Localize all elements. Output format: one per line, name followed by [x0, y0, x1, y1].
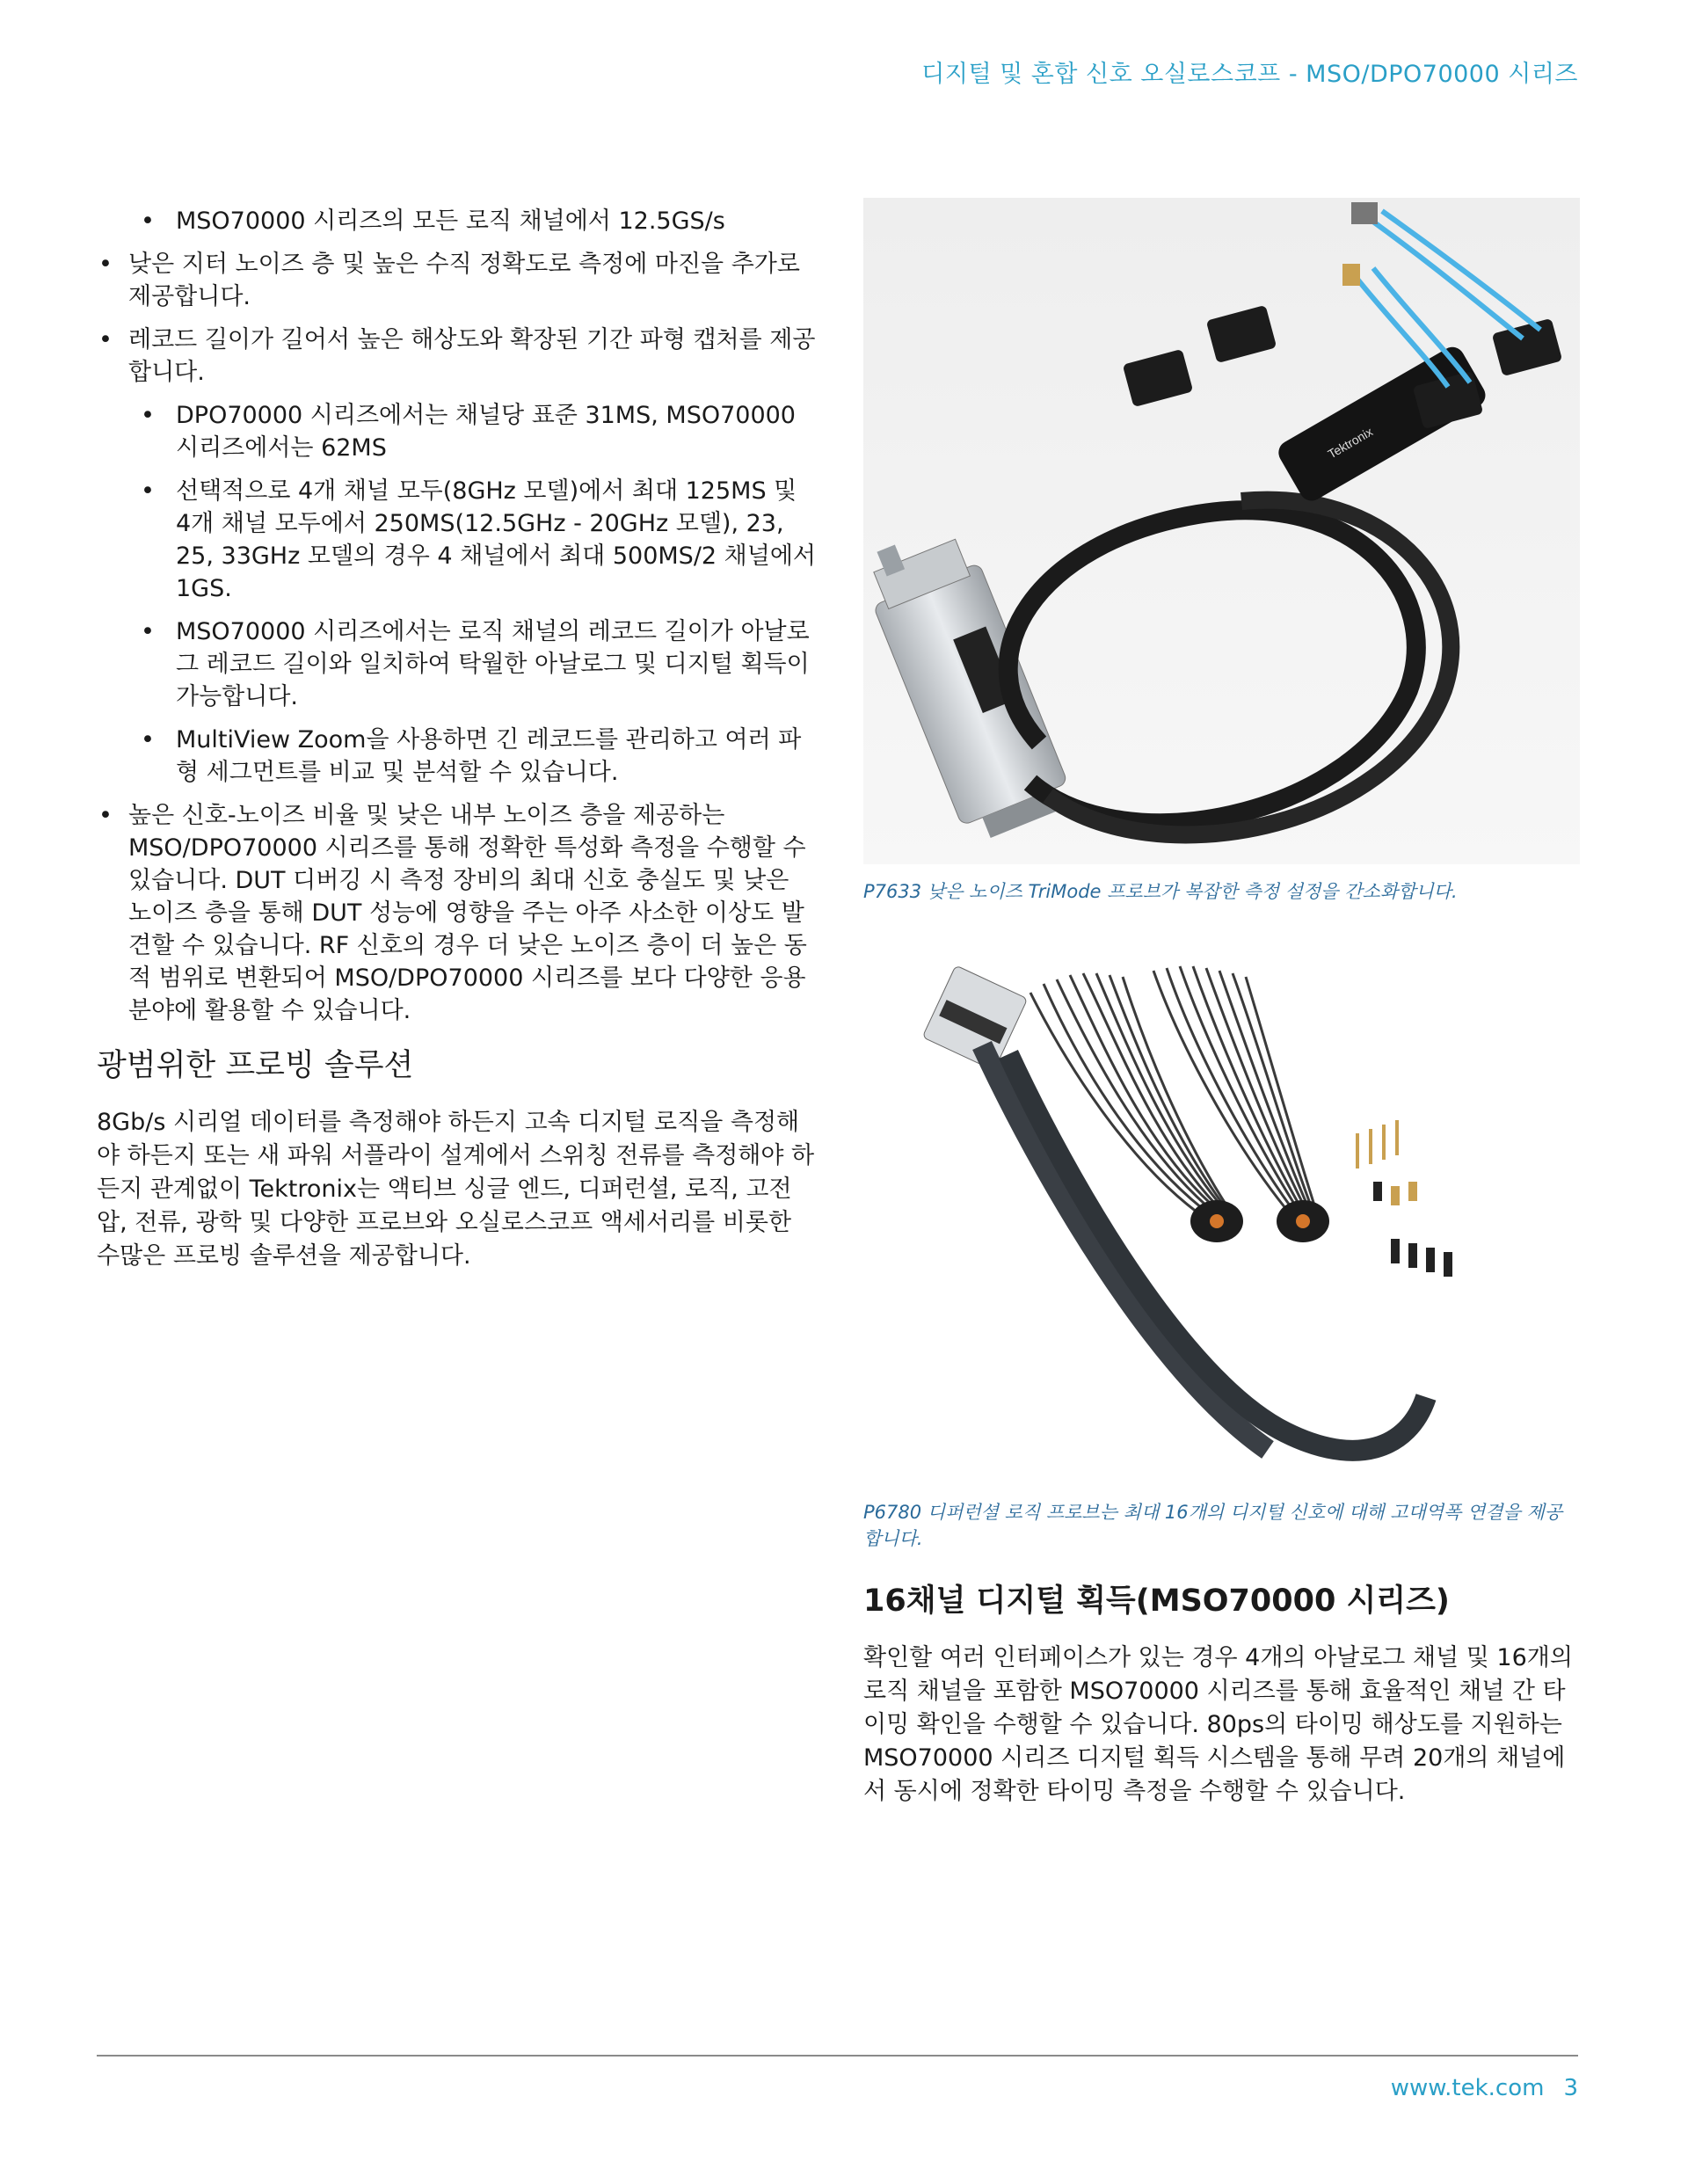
sub-bullet-standard: • DPO70000 시리즈에서는 채널당 표준 31MS, MSO70000 시리즈에서는 62MS: [97, 399, 818, 464]
sub-bullet-logic-record: • MSO70000 시리즈에서는 로직 채널의 레코드 길이가 아날로그 레코드 길이와 일치하여 탁월한 아날로그 및 디지털 획득이 가능합니다.: [97, 615, 818, 713]
bullet-record-length: • 레코드 길이가 길어서 높은 해상도와 확장된 기간 파형 캡처를 제공합니다.: [97, 324, 818, 389]
section-title-digital-acquisition: 16채널 디지털 획득(MSO70000 시리즈): [863, 1583, 1450, 1619]
photo-p6780-caption: P6780 디퍼런셜 로직 프로브는 최대 16개의 디지털 신호에 대해 고대역폭 연결을 제공합니다.: [863, 1502, 1563, 1549]
footer-url-link[interactable]: www.tek.com: [1390, 2075, 1545, 2101]
page-footer: [1391, 2075, 1578, 2101]
page-number: 3: [1563, 2075, 1578, 2101]
probe-illustration-2: [863, 957, 1580, 1485]
left-column: [97, 198, 818, 1273]
feature-list: [97, 248, 818, 389]
sub-bullet-multiview: • MultiView Zoom을 사용하면 긴 레코드를 관리하고 여러 파형 세그먼트를 비교 및 분석할 수 있습니다.: [97, 724, 818, 789]
photo-p7633-caption: P7633 낮은 노이즈 TriMode 프로브가 복잡한 측정 설정을 간소화합니다.: [863, 881, 1458, 902]
section-body-probing: 8Gb/s 시리얼 데이터를 측정해야 하든지 고속 디지털 로직을 측정해야 하든지 또는 새 파워 서플라이 설계에서 스위칭 전류를 측정해야 하든지 관계없이 Tektronix는 액티브 싱글 엔드, 디퍼런셜, 로직, 고전압, 전류, 광학 및 다양한 프로브와 오실로스코프 액세서리를 비롯한 수많은 프로빙 솔루션을 제공합니다.: [97, 1109, 815, 1270]
photo-p6780-probe: [863, 957, 1580, 1485]
section-title-probing: 광범위한 프로빙 솔루션: [97, 1048, 414, 1083]
svg-text:Tektronix: Tektronix: [1325, 424, 1376, 462]
bullet-noise: • 높은 신호-노이즈 비율 및 낮은 내부 노이즈 층을 제공하는 MSO/DPO70000 시리즈를 통해 정확한 특성화 측정을 수행할 수 있습니다. DUT 디버깅 시 측정 장비의 최대 신호 충실도 및 낮은 노이즈 층을 통해 DUT 성능에 영향을 주는 아주 사소한 이상도 발견할 수 있습니다. RF 신호의 경우 더 낮은 노이즈 층이 더 높은 동적 범위로 변환되어 MSO/DPO70000 시리즈를 보다 다양한 응용 분야에 활용할 수 있습니다.: [97, 799, 818, 1027]
page-header-title: 디지털 및 혼합 신호 오실로스코프 - MSO/DPO70000 시리즈: [921, 61, 1578, 88]
feature-list-2: [97, 799, 818, 1027]
bullet-intro-sampling: • MSO70000 시리즈의 모든 로직 채널에서 12.5GS/s: [97, 205, 818, 237]
bullet-jitter: • 낮은 지터 노이즈 층 및 높은 수직 정확도로 측정에 마진을 추가로 제공합니다.: [97, 248, 818, 313]
sub-bullet-optional: • 선택적으로 4개 채널 모두(8GHz 모델)에서 최대 125MS 및 4개 채널 모두에서 250MS(12.5GHz - 20GHz 모델), 23, 25, 33GHz 모델의 경우 4 채널에서 최대 500MS/2 채널에서 1GS.: [97, 475, 818, 605]
section-body-digital-acquisition: 확인할 여러 인터페이스가 있는 경우 4개의 아날로그 채널 및 16개의 로직 채널을 포함한 MSO70000 시리즈를 통해 효율적인 채널 간 타이밍 확인을 수행할 수 있습니다. 80ps의 타이밍 해상도를 지원하는 MSO70000 시리즈 디지털 획득 시스템을 통해 무려 20개의 채널에서 동시에 정확한 타이밍 측정을 수행할 수 있습니다.: [863, 1644, 1573, 1805]
right-column: [863, 198, 1580, 1809]
record-length-sub-list: [97, 399, 818, 789]
photo-p7633-probe: [863, 198, 1580, 864]
probe-illustration-1: [863, 198, 1580, 864]
footer-divider: [97, 2055, 1578, 2057]
intro-sub-list: [97, 205, 818, 237]
